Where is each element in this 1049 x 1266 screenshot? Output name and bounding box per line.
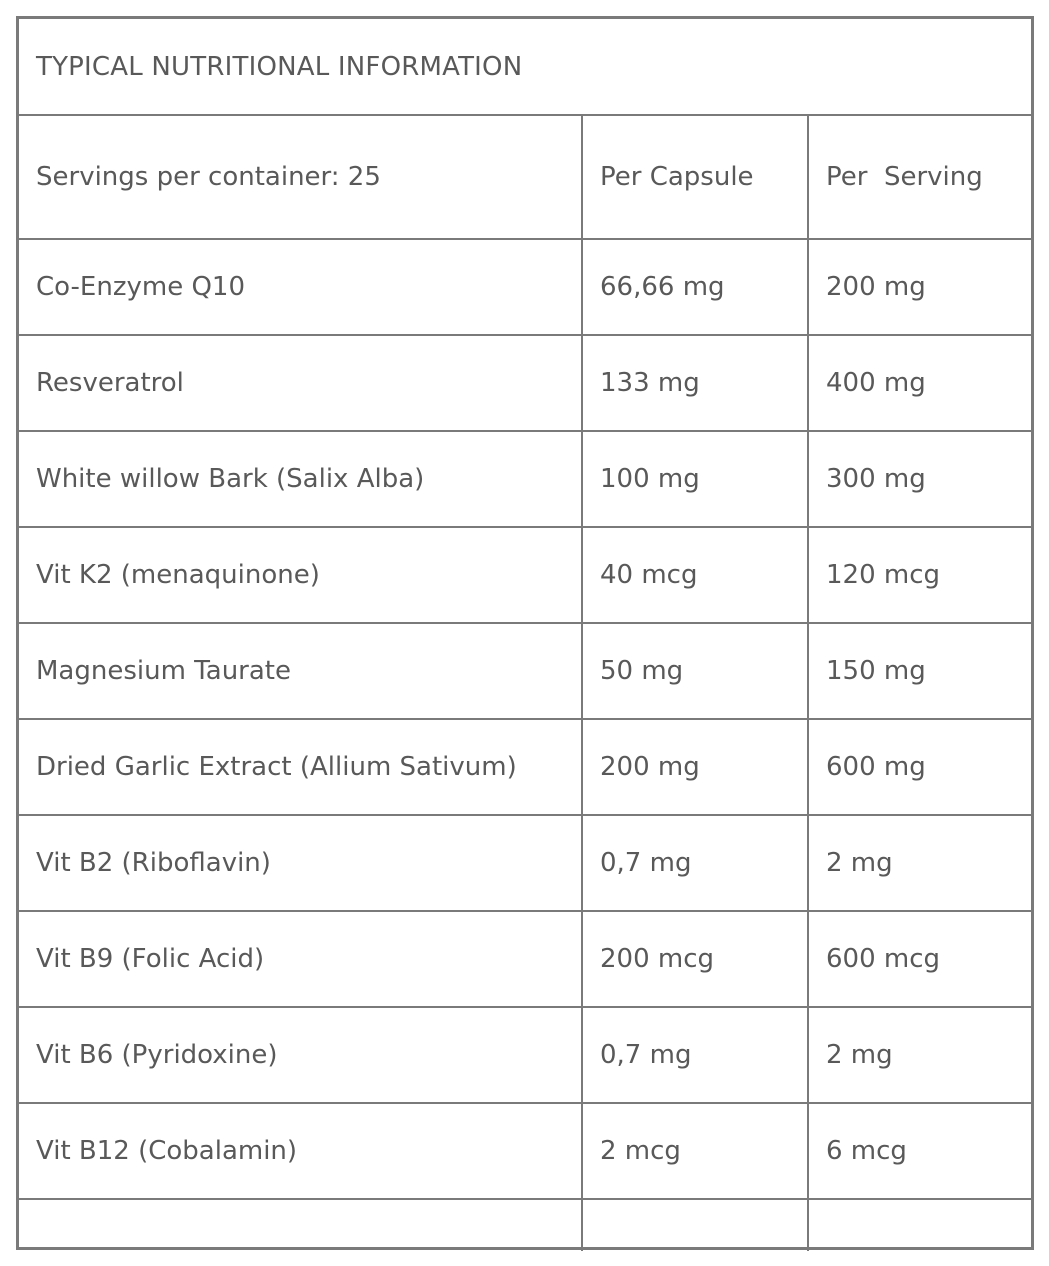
per-capsule-value: 100 mg [583,432,809,526]
ingredient-name: Vit K2 (menaquinone) [19,528,583,622]
header-per-capsule: Per Capsule [583,116,809,238]
per-capsule-value: 200 mg [583,720,809,814]
table-row [19,816,1031,912]
table-row [19,1104,1031,1200]
ingredient-name: Resveratrol [19,336,583,430]
empty-table-row [19,1200,1031,1251]
per-serving-value: 6 mcg [826,1136,907,1166]
per-serving-value: 300 mg [826,464,926,494]
ingredient-name: Dried Garlic Extract (Allium Sativum) [19,720,583,814]
per-serving-value: 150 mg [826,656,926,686]
per-serving-value: 400 mg [826,368,926,398]
per-serving-value: 2 mg [826,1040,893,1070]
per-capsule-value: 133 mg [583,336,809,430]
table-row [19,240,1031,336]
table-row [19,912,1031,1008]
table-header-row [19,116,1031,240]
header-per-serving: Per Serving [826,162,983,192]
per-capsule-value: 0,7 mg [583,1008,809,1102]
table-title: TYPICAL NUTRITIONAL INFORMATION [19,19,1031,116]
per-capsule-value: 2 mcg [583,1104,809,1198]
per-capsule-value: 40 mcg [583,528,809,622]
ingredient-name: Co-Enzyme Q10 [19,240,583,334]
per-capsule-value: 66,66 mg [583,240,809,334]
per-serving-value: 600 mcg [826,944,941,974]
nutrition-table [16,16,1034,1250]
table-row [19,336,1031,432]
per-capsule-value: 0,7 mg [583,816,809,910]
table-row [19,528,1031,624]
ingredient-name: Vit B12 (Cobalamin) [19,1104,583,1198]
table-row [19,1008,1031,1104]
empty-cell [583,1200,809,1251]
servings-per-container: Servings per container: 25 [19,116,583,238]
table-row [19,720,1031,816]
per-serving-value: 2 mg [826,848,893,878]
per-serving-value: 600 mg [826,752,926,782]
ingredient-name: White willow Bark (Salix Alba) [19,432,583,526]
ingredient-name: Vit B2 (Riboflavin) [19,816,583,910]
per-serving-value: 120 mcg [826,560,941,590]
empty-cell [809,1200,1031,1251]
ingredient-name: Vit B9 (Folic Acid) [19,912,583,1006]
table-row [19,432,1031,528]
ingredient-name: Magnesium Taurate [19,624,583,718]
per-serving-value: 200 mg [826,272,926,302]
table-row [19,624,1031,720]
empty-cell [19,1200,583,1251]
per-capsule-value: 200 mcg [583,912,809,1006]
per-capsule-value: 50 mg [583,624,809,718]
ingredient-name: Vit B6 (Pyridoxine) [19,1008,583,1102]
